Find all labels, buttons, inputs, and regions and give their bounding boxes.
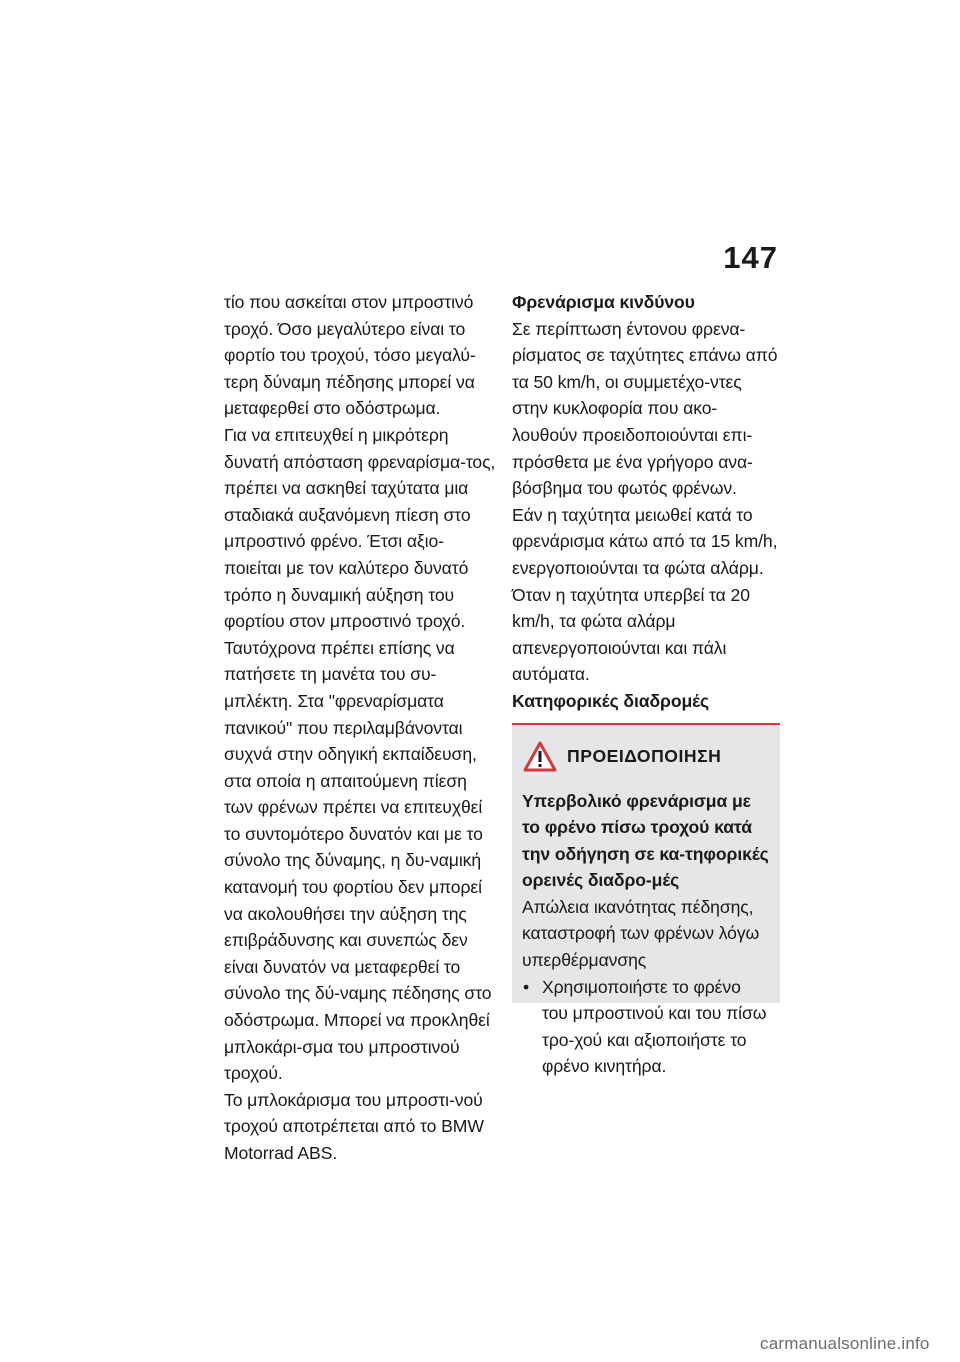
paragraph: τίο που ασκείται στον μπροστινό τροχό. Όσο μεγαλύτερο είναι το φορτίο του τροχού, τόσο μεγαλύ-τερη δύναμη πέδησης μπορεί να μεταφερθεί στο οδόστρωμα. (224, 292, 476, 419)
paragraph: Το μπλοκάρισμα του μπροστι-νού τροχού αποτρέπεται από το BMW Motorrad ABS. (224, 1089, 484, 1163)
paragraph: Εάν η ταχύτητα μειωθεί κατά το φρενάρισμα κάτω από τα 15 km/h, ενεργοποιούνται τα φώτα αλάρμ. Όταν η ταχύτητα υπερβεί τα 20 km/h, τα φώτα αλάρμ απενεργοποιούνται και πάλι αυτόματα. (512, 504, 778, 685)
page-number: 147 (723, 240, 778, 275)
warning-title: Υπερβολικό φρενάρισμα με το φρένο πίσω τροχού κατά την οδήγηση σε κα-τηφορικές ορεινές διαδρο-μές (522, 790, 769, 891)
right-column (512, 289, 780, 1077)
warning-header (522, 741, 770, 772)
left-column (224, 289, 496, 1167)
warning-box (512, 725, 780, 1077)
footer-watermark: carmanualsonline.info (760, 1334, 930, 1353)
warning-label: ΠΡΟΕΙΔΟΠΟΙΗΣΗ (567, 745, 722, 766)
warning-triangle-icon (523, 741, 557, 772)
warning-action-bullet: • Χρησιμοποιήστε το φρένο του μπροστινού και του πίσω τρο-χού και αξιοποιήστε το φρένο κινητήρα. (522, 974, 770, 1080)
paragraph: Σε περίπτωση έντονου φρενα-ρίσματος σε ταχύτητες επάνω από τα 50 km/h, οι συμμετέχο-ντες στην κυκλοφορία που ακο-λουθούν προειδοποιούνται επι-πρόσθετα με ένα γρήγορο ανα-βόσβημα του φωτός φρένων. (512, 318, 778, 499)
paragraph: Για να επιτευχθεί η μικρότερη δυνατή απόσταση φρεναρίσμα-τος, πρέπει να ασκηθεί ταχύτατα μια σταδιακά αυξανόμενη πίεση στο μπροστινό φρένο. Έτσι αξιο-ποιείται με τον καλύτερο δυνατό τρόπο η δυναμική αύξηση του φορτίου στον μπροστινό τροχό. Ταυτόχρονα πρέπει επίσης να πατήσετε τη μανέτα του συ-μπλέκτη. Στα "φρεναρίσματα πανικού" που περιλαμβάνονται συχνά στην οδηγική εκπαίδευση, στα οποία η απαιτούμενη πίεση των φρένων πρέπει να επιτευχθεί το συντομότερο δυνατόν και με το σύνολο της δύναμης, η δυ-ναμική κατανομή του φορτίου δεν μπορεί να ακολουθήσει την αύξηση της επιβράδυνσης και συνεπώς δεν είναι δυνατόν να μεταφερθεί το σύνολο της δύ-ναμης πέδησης στο οδόστρωμα. Μπορεί να προκληθεί μπλοκάρι-σμα του μπροστινού τροχού. (224, 424, 496, 1084)
downhill-section-heading: Κατηφορικές διαδρομές (512, 688, 780, 725)
warning-consequence: Απώλεια ικανότητας πέδησης, καταστροφή των φρένων λόγω υπερθέρμανσης (522, 896, 760, 971)
emergency-braking-heading: Φρενάρισμα κινδύνου (512, 292, 695, 312)
